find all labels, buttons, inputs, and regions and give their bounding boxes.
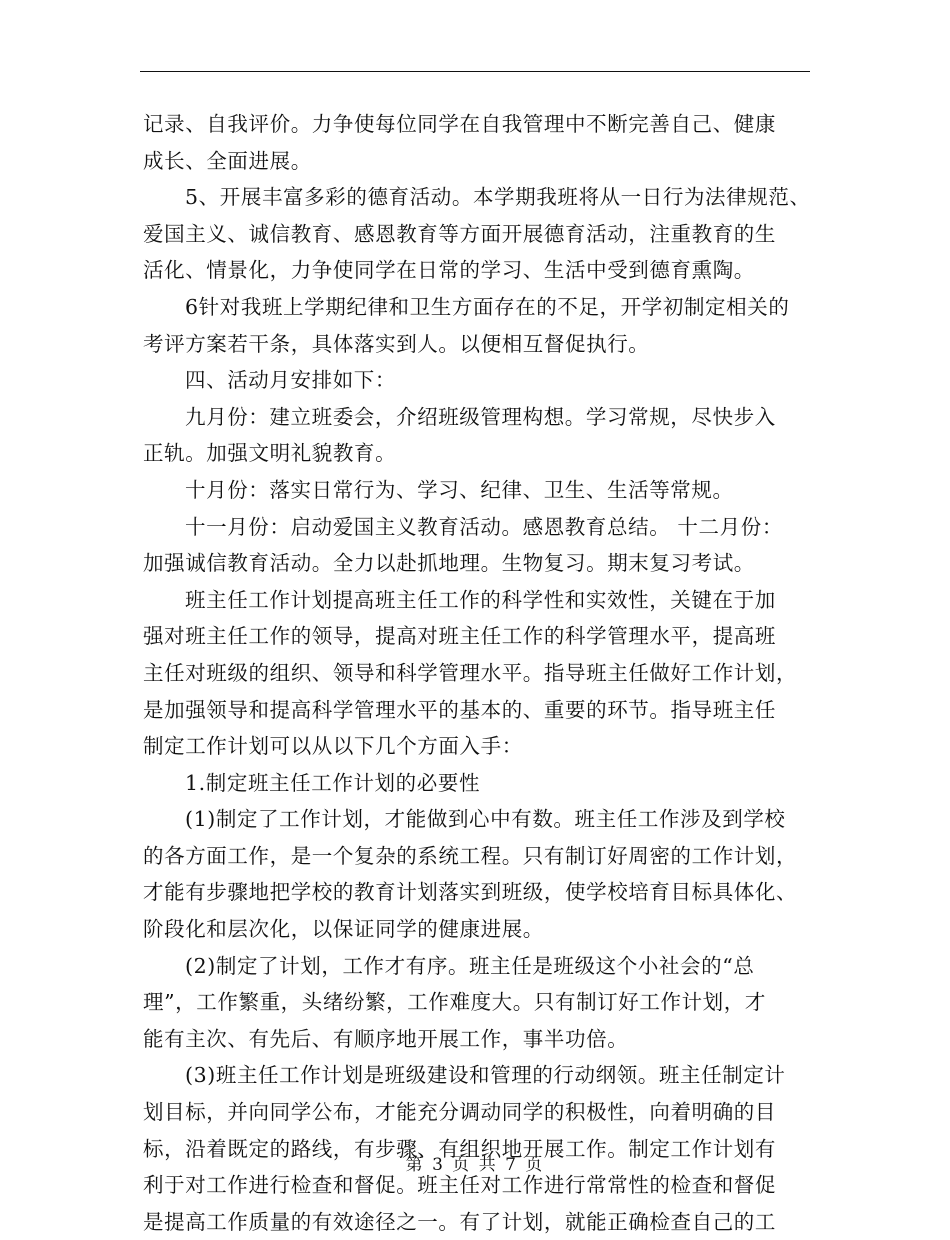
text-line: 十月份：落实日常行为、学习、纪律、卫生、生活等常规。 <box>185 477 734 502</box>
text-line: 能有主次、有先后、有顺序地开展工作，事半功倍。 <box>143 1026 629 1051</box>
text-line: 阶段化和层次化，以保证同学的健康进展。 <box>143 917 544 942</box>
text-line: 十一月份：启动爱国主义教育活动。感恩教育总结。 十二月份： <box>185 514 783 539</box>
text-line: 主任对班级的组织、领导和科学管理水平。指导班主任做好工作计划， <box>143 660 798 685</box>
text-line: 1.制定班主任工作计划的必要性 <box>185 770 481 795</box>
text-line: (2)制定了计划，工作才有序。班主任是班级这个小社会的“总 <box>185 953 755 978</box>
text-line: 理”，工作繁重，头绪纷繁，工作难度大。只有制订好工作计划，才 <box>143 990 766 1015</box>
text-line: 是加强领导和提高科学管理水平的基本的、重要的环节。指导班主任 <box>143 697 776 722</box>
text-line: 九月份：建立班委会，介绍班级管理构想。学习常规，尽快步入 <box>185 404 776 429</box>
text-line: 正轨。加强文明礼貌教育。 <box>143 441 397 466</box>
text-line: 强对班主任工作的领导，提高对班主任工作的科学管理水平，提高班 <box>143 624 776 649</box>
text-line: 才能有步骤地把学校的教育计划落实到班级，使学校培育目标具体化、 <box>143 880 798 905</box>
text-line: 是提高工作质量的有效途径之一。有了计划，就能正确检查自己的工 <box>143 1209 776 1234</box>
text-line: (3)班主任工作计划是班级建设和管理的行动纲领。班主任制定计 <box>185 1063 786 1088</box>
document-body <box>143 106 815 1240</box>
page-footer: 第 3 页 共 7 页 <box>405 1155 545 1175</box>
text-line: 制定工作计划可以从以下几个方面入手： <box>143 734 523 759</box>
text-line: 利于对工作进行检查和督促。班主任对工作进行常常性的检查和督促 <box>143 1173 776 1198</box>
text-line: 活化、情景化，力争使同学在日常的学习、生活中受到德育熏陶。 <box>143 258 755 283</box>
text-line: 6针对我班上学期纪律和卫生方面存在的不足，开学初制定相关的 <box>185 294 790 319</box>
text-line: 的各方面工作，是一个复杂的系统工程。只有制订好周密的工作计划， <box>143 843 798 868</box>
text-line: 爱国主义、诚信教育、感恩教育等方面开展德育活动，注重教育的生 <box>143 221 776 246</box>
text-line: 5、开展丰富多彩的德育活动。本学期我班将从一日行为法律规范、 <box>185 185 811 210</box>
text-line: 考评方案若干条，具体落实到人。以便相互督促执行。 <box>143 331 650 356</box>
text-line: (1)制定了工作计划，才能做到心中有数。班主任工作涉及到学校 <box>185 807 786 832</box>
text-line: 成长、全面进展。 <box>143 148 312 173</box>
text-line: 标，沿着既定的路线，有步骤、有组织地开展工作。制定工作计划有 <box>143 1136 776 1161</box>
text-line: 四、活动月安排如下： <box>185 368 396 393</box>
text-line: 加强诚信教育活动。全力以赴抓地理。生物复习。期末复习考试。 <box>143 551 755 576</box>
text-line: 划目标，并向同学公布，才能充分调动同学的积极性，向着明确的目 <box>143 1100 776 1125</box>
text-line: 记录、自我评价。力争使每位同学在自我管理中不断完善自己、健康 <box>143 112 776 136</box>
text-line: 班主任工作计划提高班主任工作的科学性和实效性，关键在于加 <box>185 587 776 612</box>
header-rule <box>140 71 810 72</box>
